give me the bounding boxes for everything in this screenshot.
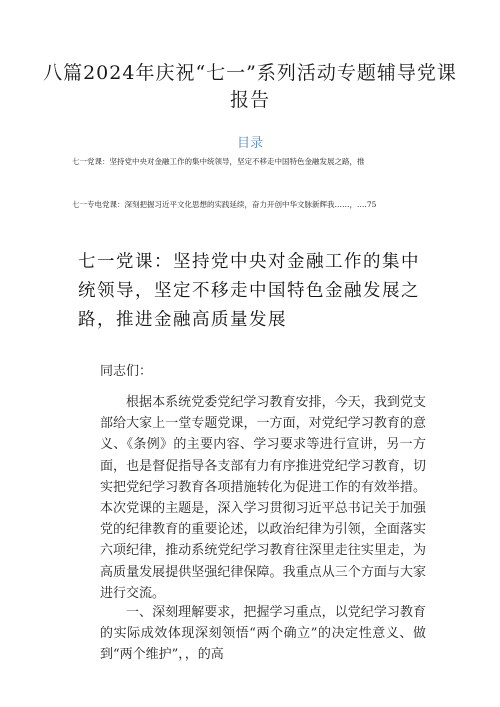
body-paragraph: 根据本系统党委党纪学习教育安排，今天，我到党支部给大家上一堂专题党课，一方面，对党纪学习教育的意义、《条例》的主要内容、学习要求等进行宣讲，另一方面，也是督促指导各支部有力有序推进党纪学习教育，切实把党纪学习教育各项措施转化为促进工作的有效举措。本次党课的主题是，深入学习贯彻习近平总书记关于加强党的纪律教育的重要论述，以政治纪律为引领，全面落实六项纪律，推动系统党纪学习教育往深里走往实里走，为高质量发展提供坚强纪律保障。我重点从三个方面与大家进行交流。 [100,395,426,601]
section-title: 七一党课：坚持党中央对金融工作的集中统领导，坚定不移走中国特色金融发展之路，推进金融高质量发展 [78,252,420,330]
toc-heading: 目录 [236,136,263,151]
salutation: 同志们： [100,364,153,379]
toc-entry-text: 七一专电党课：深刻把握习近平文化思想的实践延续，奋力开创中华文脉新辉我……，.… [72,200,367,209]
body-paragraph: 一、深刻理解要求，把握学习重点，以党纪学习教育的实际成效体现深刻领悟“两个确立”的决定性意义、做到“两个维护”，，的高 [100,605,426,663]
document-title: 八篇2024年庆祝“七一”系列活动专题辅导党课报告 [43,62,457,111]
toc-entry-page: 75 [366,200,377,209]
toc-entry[interactable] [72,156,432,167]
toc-entry-text: 七一党课：坚持党中央对金融工作的集中统领导，坚定不移走中国特色金融发展之路，推 [72,157,365,166]
toc-entry[interactable] [72,199,432,210]
